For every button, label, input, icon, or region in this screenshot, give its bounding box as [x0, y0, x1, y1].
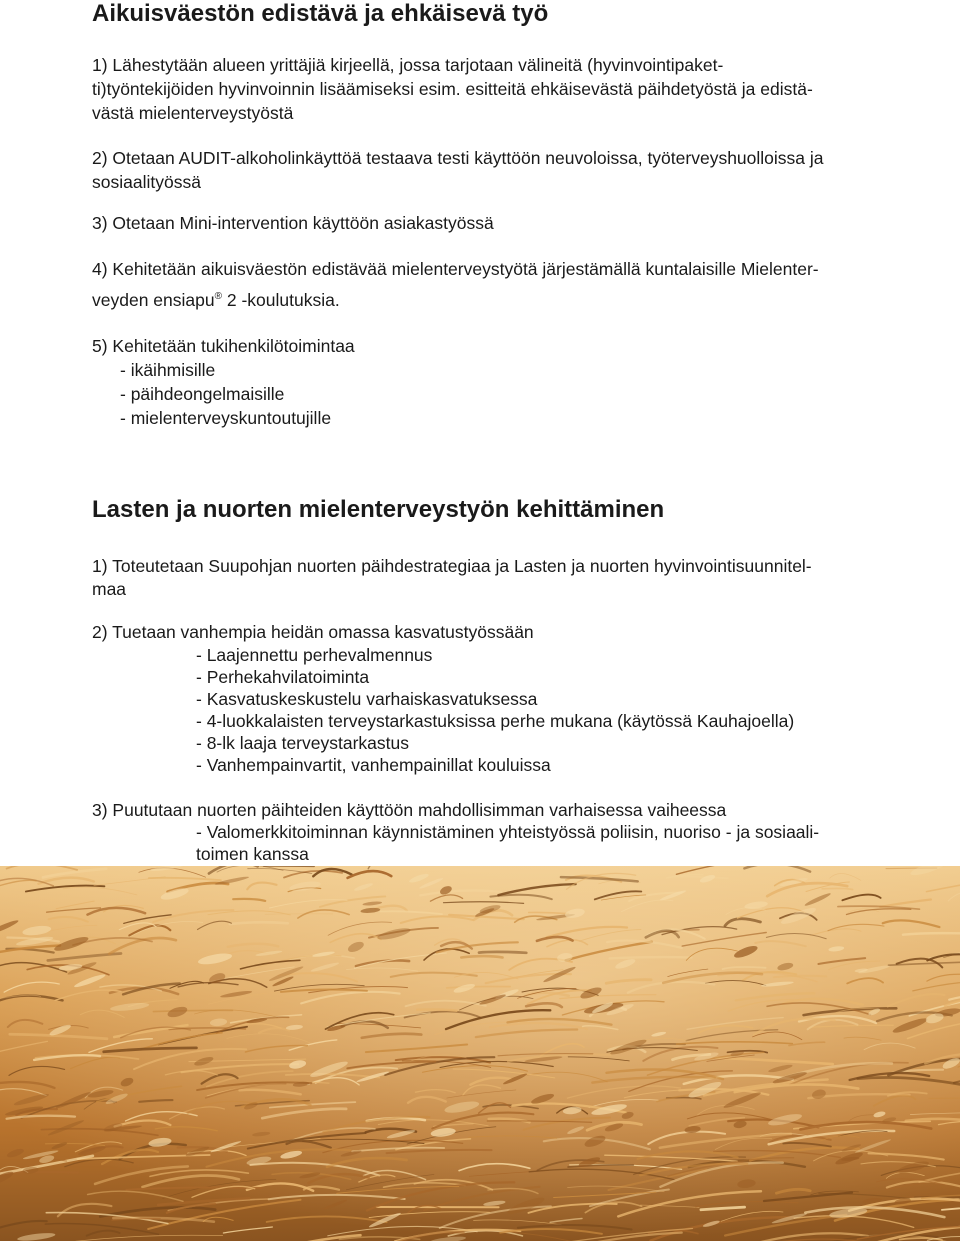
adult-item-1-line-1: 1) Lähestytään alueen yrittäjiä kirjeellä, jossa tarjotaan välineitä (hyvinvointipaket- — [92, 55, 724, 75]
youth-item-2-bullet: - Laajennettu perhevalmennus — [196, 645, 433, 665]
adult-item-3-line-1: 3) Otetaan Mini-intervention käyttöön asiakastyössä — [92, 213, 494, 233]
adult-item-4-text-b: 2 -koulutuksia. — [221, 290, 340, 310]
wheat-stalk — [479, 952, 526, 953]
youth-item-2-bullet: - 8-lk laaja terveystarkastus — [196, 733, 409, 753]
adult-item-1-line-2: ti)työntekijöiden hyvinvoinnin lisäämiseksi esim. esitteitä ehkäisevästä päihdetyöstä ja edistä- — [92, 79, 813, 99]
youth-item-2-bullet: - 4-luokkalaisten terveystarkastuksissa perhe mukana (käytössä Kauhajoella) — [196, 711, 795, 731]
adult-item-2-line-2: sosiaalityössä — [92, 172, 201, 192]
wheat-stalk — [417, 1009, 456, 1010]
adult-item-4-line-1: 4) Kehitetään aikuisväestön edistävää mielenterveystyötä järjestämällä kuntalaisille Mielenter- — [92, 259, 819, 279]
adult-item-5-bullet: - ikäihmisille — [120, 360, 216, 380]
youth-item-1-line-2: maa — [92, 579, 127, 599]
adult-item-2-line-1: 2) Otetaan AUDIT-alkoholinkäyttöä testaava testi käyttöön neuvoloissa, työterveyshuolloissa ja — [92, 148, 824, 168]
section-heading-youth: Lasten ja nuorten mielenterveystyön kehittäminen — [92, 496, 665, 523]
wheat-field-photo — [0, 866, 960, 1241]
adult-item-4-line-2 — [92, 286, 340, 311]
registered-mark: ® — [214, 291, 222, 302]
youth-item-1-line-1: 1) Toteutetaan Suupohjan nuorten päihdestrategiaa ja Lasten ja nuorten hyvinvointisuunnitel- — [92, 556, 812, 576]
adult-item-5-bullet: - mielenterveyskuntoutujille — [120, 408, 332, 428]
youth-item-3-bullet-line-2: toimen kanssa — [196, 844, 309, 864]
adult-item-5-line-1: 5) Kehitetään tukihenkilötoimintaa — [92, 336, 355, 356]
adult-item-4-text-a: veyden ensiapu — [92, 290, 215, 310]
wheat-stalk — [610, 957, 692, 958]
wheat-stalk — [461, 956, 502, 957]
youth-item-2-bullet: - Perhekahvilatoiminta — [196, 667, 370, 687]
youth-item-3-bullet-line-1: - Valomerkkitoiminnan käynnistäminen yhteistyössä poliisin, nuoriso - ja sosiaali- — [196, 822, 820, 842]
youth-item-2-bullet: - Vanhempainvartit, vanhempainillat kouluissa — [196, 755, 551, 775]
section-heading-adult: Aikuisväestön edistävä ja ehkäisevä työ — [92, 0, 549, 27]
adult-item-5-bullet: - päihdeongelmaisille — [120, 384, 285, 404]
wheat-field-image — [0, 866, 960, 1241]
youth-item-2-bullet: - Kasvatuskeskustelu varhaiskasvatuksessa — [196, 689, 538, 709]
adult-item-1-line-3: västä mielenterveystyöstä — [92, 103, 294, 123]
youth-item-3-line-1: 3) Puututaan nuorten päihteiden käyttöön mahdollisimman varhaisessa vaiheessa — [92, 800, 727, 820]
youth-item-2-line-1: 2) Tuetaan vanhempia heidän omassa kasvatustyössään — [92, 622, 534, 642]
